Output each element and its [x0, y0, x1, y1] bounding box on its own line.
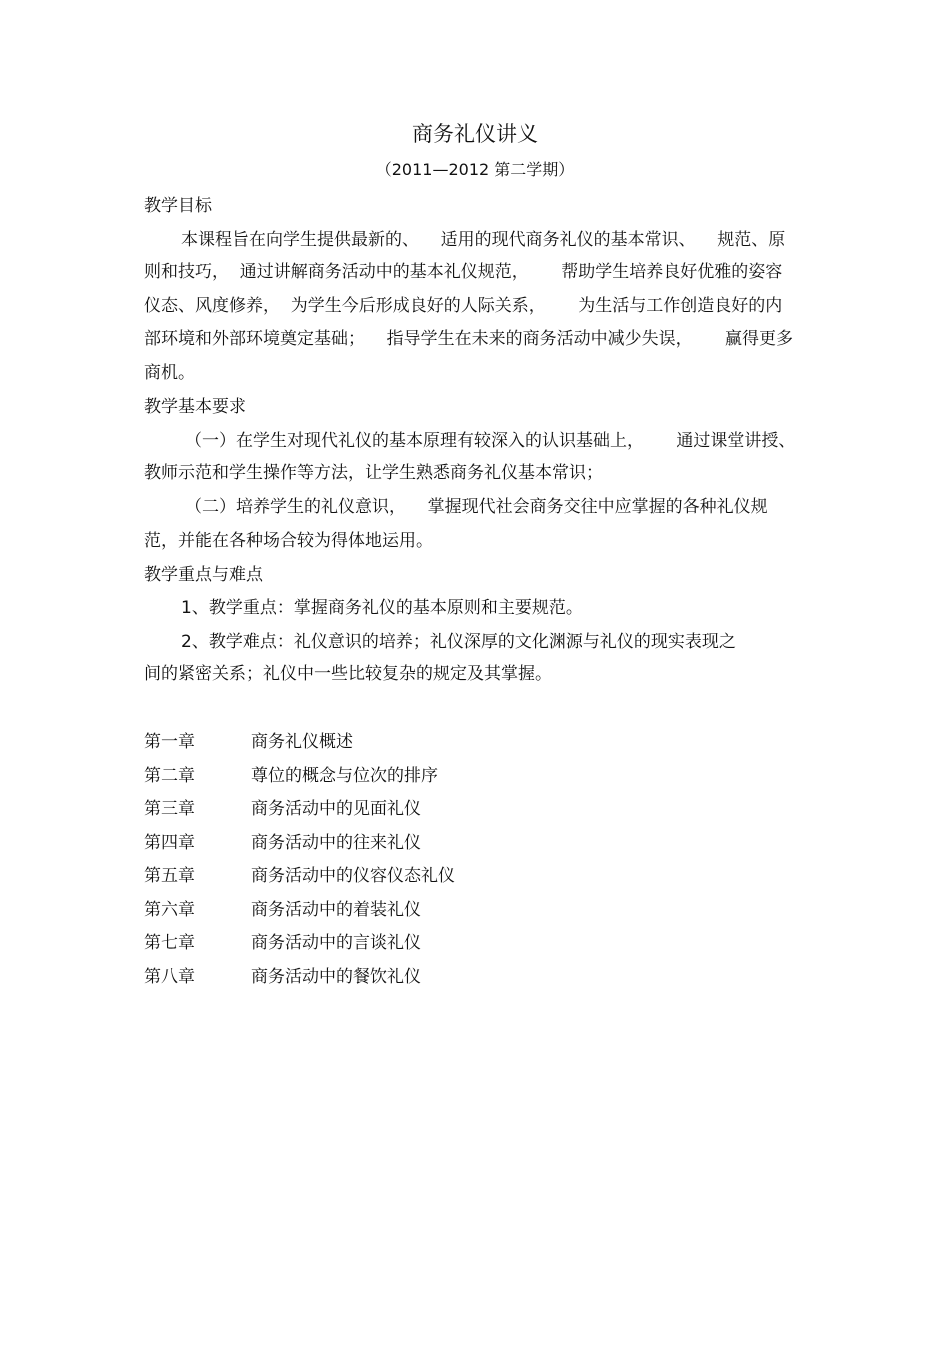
key-point-line: 2、教学难点：礼仪意识的培养；礼仪深厚的文化渊源与礼仪的现实表现之	[181, 632, 736, 652]
chapter-number: 第七章	[144, 933, 195, 953]
chapter-number: 第二章	[144, 766, 195, 786]
chapter-title: 商务活动中的着装礼仪	[251, 900, 421, 920]
key-points-heading: 教学重点与难点	[144, 565, 263, 585]
requirement-line: 范，并能在各种场合较为得体地运用。	[144, 531, 433, 551]
chapter-title: 商务礼仪概述	[251, 732, 353, 752]
chapter-number: 第一章	[144, 732, 195, 752]
chapter-title: 商务活动中的言谈礼仪	[251, 933, 421, 953]
goal-line: 部环境和外部环境奠定基础； 指导学生在未来的商务活动中减少失误， 赢得更多	[144, 329, 794, 349]
goal-line: 仪态、风度修养， 为学生今后形成良好的人际关系， 为生活与工作创造良好的内	[144, 296, 783, 316]
chapter-title: 商务活动中的仪容仪态礼仪	[251, 866, 455, 886]
chapter-number: 第八章	[144, 967, 195, 987]
chapter-number: 第五章	[144, 866, 195, 886]
goal-line: 商机。	[144, 363, 195, 383]
chapter-number: 第三章	[144, 799, 195, 819]
chapter-number: 第四章	[144, 833, 195, 853]
requirements-heading: 教学基本要求	[144, 397, 246, 417]
key-point-line: 1、教学重点：掌握商务礼仪的基本原则和主要规范。	[181, 598, 583, 618]
requirement-line: （二）培养学生的礼仪意识， 掌握现代社会商务交往中应掌握的各种礼仪规	[185, 497, 768, 517]
requirement-line: （一）在学生对现代礼仪的基本原理有较深入的认识基础上， 通过课堂讲授、	[185, 431, 796, 451]
key-point-line: 间的紧密关系；礼仪中一些比较复杂的规定及其掌握。	[144, 664, 552, 684]
chapter-number: 第六章	[144, 900, 195, 920]
goal-heading: 教学目标	[144, 196, 212, 216]
goal-line: 则和技巧， 通过讲解商务活动中的基本礼仪规范， 帮助学生培养良好优雅的姿容	[144, 262, 783, 282]
document-subtitle: （2011—2012 第二学期）	[375, 160, 575, 179]
document-title: 商务礼仪讲义	[412, 122, 538, 146]
chapter-title: 尊位的概念与位次的排序	[251, 766, 438, 786]
goal-line: 本课程旨在向学生提供最新的、 适用的现代商务礼仪的基本常识、 规范、原	[181, 230, 786, 250]
chapter-title: 商务活动中的见面礼仪	[251, 799, 421, 819]
chapter-title: 商务活动中的餐饮礼仪	[251, 967, 421, 987]
chapter-title: 商务活动中的往来礼仪	[251, 833, 421, 853]
requirement-line: 教师示范和学生操作等方法，让学生熟悉商务礼仪基本常识；	[144, 463, 603, 483]
